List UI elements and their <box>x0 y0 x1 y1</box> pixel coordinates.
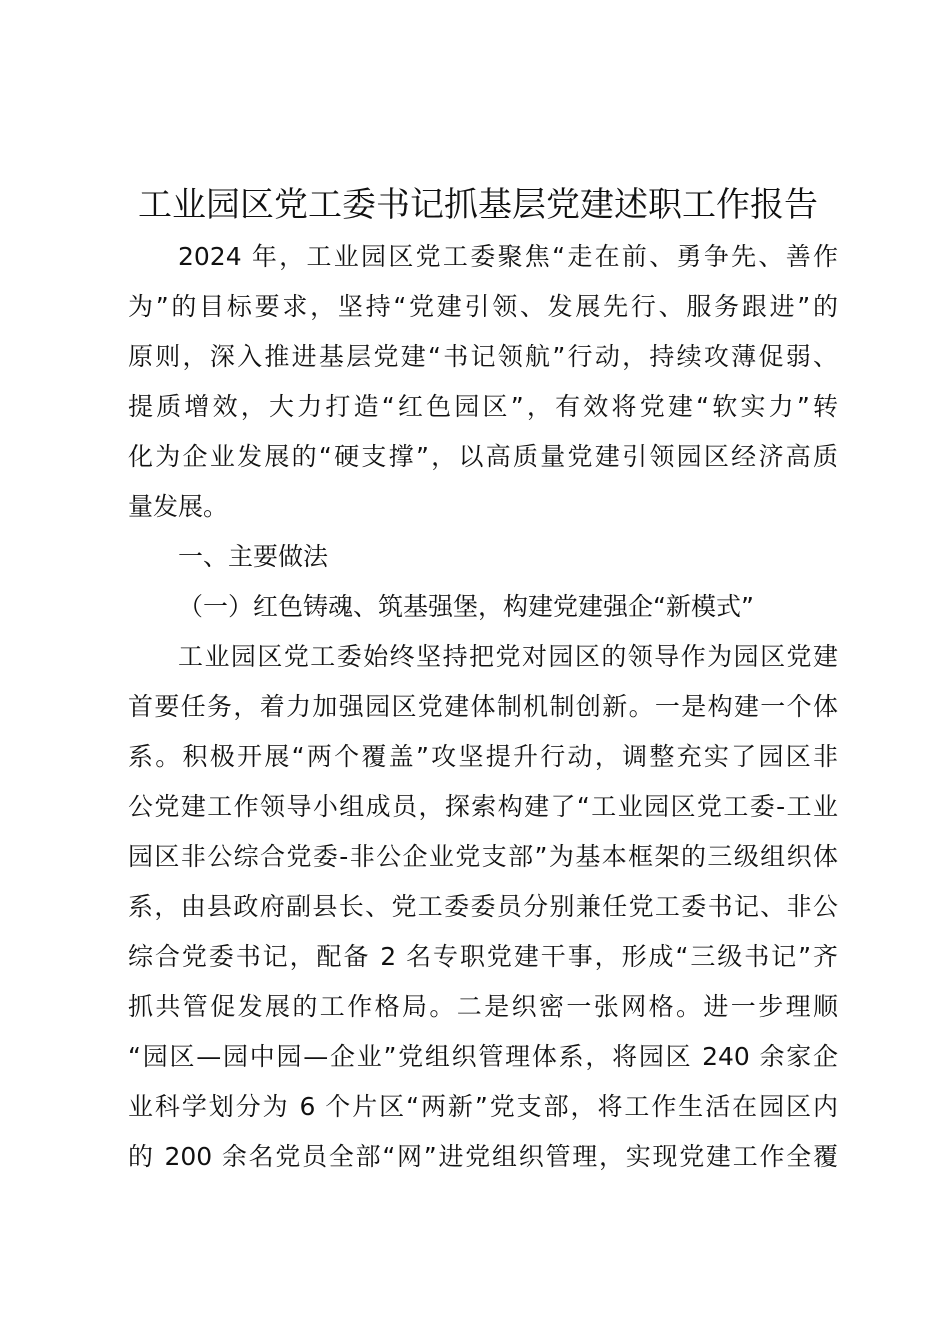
paragraph-line: 公党建工作领导小组成员，探索构建了“工业园区党工委-工业 <box>128 792 838 821</box>
paragraph-line: 工业园区党工委始终坚持把党对园区的领导作为园区党建 <box>178 642 838 671</box>
paragraph-line: 系。积极开展“两个覆盖”攻坚提升行动，调整充实了园区非 <box>128 742 838 771</box>
section-heading: 一、主要做法 <box>178 542 329 571</box>
paragraph-line: 为”的目标要求，坚持“党建引领、发展先行、服务跟进”的 <box>128 292 838 321</box>
subsection-heading: （一）红色铸魂、筑基强堡，构建党建强企“新模式” <box>178 592 754 621</box>
document-body <box>128 232 838 1182</box>
paragraph-line: 系，由县政府副县长、党工委委员分别兼任党工委书记、非公 <box>128 892 838 921</box>
paragraph-line: 2024 年，工业园区党工委聚焦“走在前、勇争先、善作 <box>178 242 838 271</box>
paragraph-line: 园区非公综合党委-非公企业党支部”为基本框架的三级组织体 <box>128 842 838 871</box>
paragraph-line: 的 200 余名党员全部“网”进党组织管理，实现党建工作全覆 <box>128 1142 838 1171</box>
paragraph-line: “园区—园中园—企业”党组织管理体系，将园区 240 余家企 <box>128 1042 838 1071</box>
paragraph-line: 原则，深入推进基层党建“书记领航”行动，持续攻薄促弱、 <box>128 342 838 371</box>
paragraph-line: 抓共管促发展的工作格局。二是织密一张网格。进一步理顺 <box>128 992 838 1021</box>
paragraph-line: 综合党委书记，配备 2 名专职党建干事，形成“三级书记”齐 <box>128 942 838 971</box>
paragraph-line: 首要任务，着力加强园区党建体制机制创新。一是构建一个体 <box>128 692 838 721</box>
paragraph-line: 量发展。 <box>128 492 229 521</box>
paragraph-line: 业科学划分为 6 个片区“两新”党支部，将工作生活在园区内 <box>128 1092 838 1121</box>
document-title: 工业园区党工委书记抓基层党建述职工作报告 <box>138 185 818 225</box>
paragraph-line: 化为企业发展的“硬支撑”，以高质量党建引领园区经济高质 <box>128 442 838 471</box>
paragraph-line: 提质增效，大力打造“红色园区”，有效将党建“软实力”转 <box>128 392 838 421</box>
